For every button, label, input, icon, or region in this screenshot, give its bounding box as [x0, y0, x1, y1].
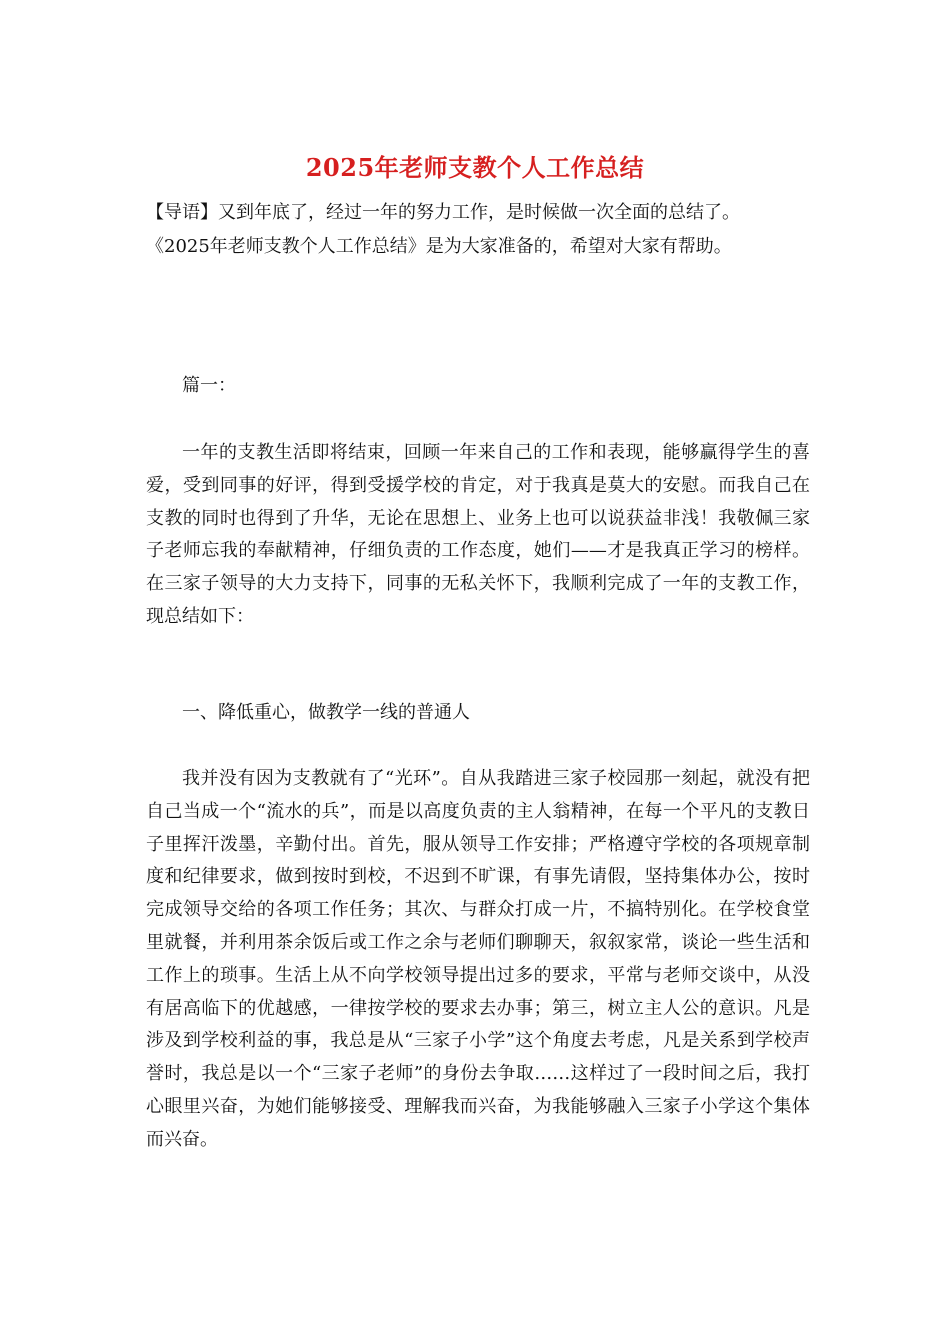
intro-line-1: 【导语】又到年底了，经过一年的努力工作，是时候做一次全面的总结了。 — [146, 202, 740, 223]
body-paragraph-1: 一年的支教生活即将结束，回顾一年来自己的工作和表现，能够赢得学生的喜爱，受到同事的好评，得到受援学校的肯定，对于我真是莫大的安慰。而我自己在支教的同时也得到了升华，无论在思想上、业务上也可以说获益非浅！我敬佩三家子老师忘我的奉献精神，仔细负责的工作态度，她们——才是我真正学习的榜样。在三家子领导的大力支持下，同事的无私关怀下，我顺利完成了一年的支教工作，现总结如下： — [146, 442, 810, 627]
intro-line-2: 《2025年老师支教个人工作总结》是为大家准备的，希望对大家有帮助。 — [146, 236, 732, 257]
section-heading-1: 一、降低重心，做教学一线的普通人 — [182, 702, 470, 723]
body-paragraph-2: 我并没有因为支教就有了“光环”。自从我踏进三家子校园那一刻起，就没有把自己当成一个“流水的兵”，而是以高度负责的主人翁精神，在每一个平凡的支教日子里挥汗泼墨，辛勤付出。首先，服从领导工作安排；严格遵守学校的各项规章制度和纪律要求，做到按时到校，不迟到不旷课，有事先请假，坚持集体办公，按时完成领导交给的各项工作任务；其次、与群众打成一片，不搞特别化。在学校食堂里就餐，并利用茶余饭后或工作之余与老师们聊聊天，叙叙家常，谈论一些生活和工作上的琐事。生活上从不向学校领导提出过多的要求，平常与老师交谈中，从没有居高临下的优越感，一律按学校的要求去办事；第三，树立主人公的意识。凡是涉及到学校利益的事，我总是从“三家子小学”这个角度去考虑，凡是关系到学校声誉时，我总是以一个“三家子老师”的身份去争取……这样过了一段时间之后，我打心眼里兴奋，为她们能够接受、理解我而兴奋，为我能够融入三家子小学这个集体而兴奋。 — [146, 768, 810, 1150]
document-title: 2025年老师支教个人工作总结 — [305, 153, 645, 182]
section-label: 篇一： — [182, 375, 236, 396]
intro-block — [146, 196, 826, 264]
